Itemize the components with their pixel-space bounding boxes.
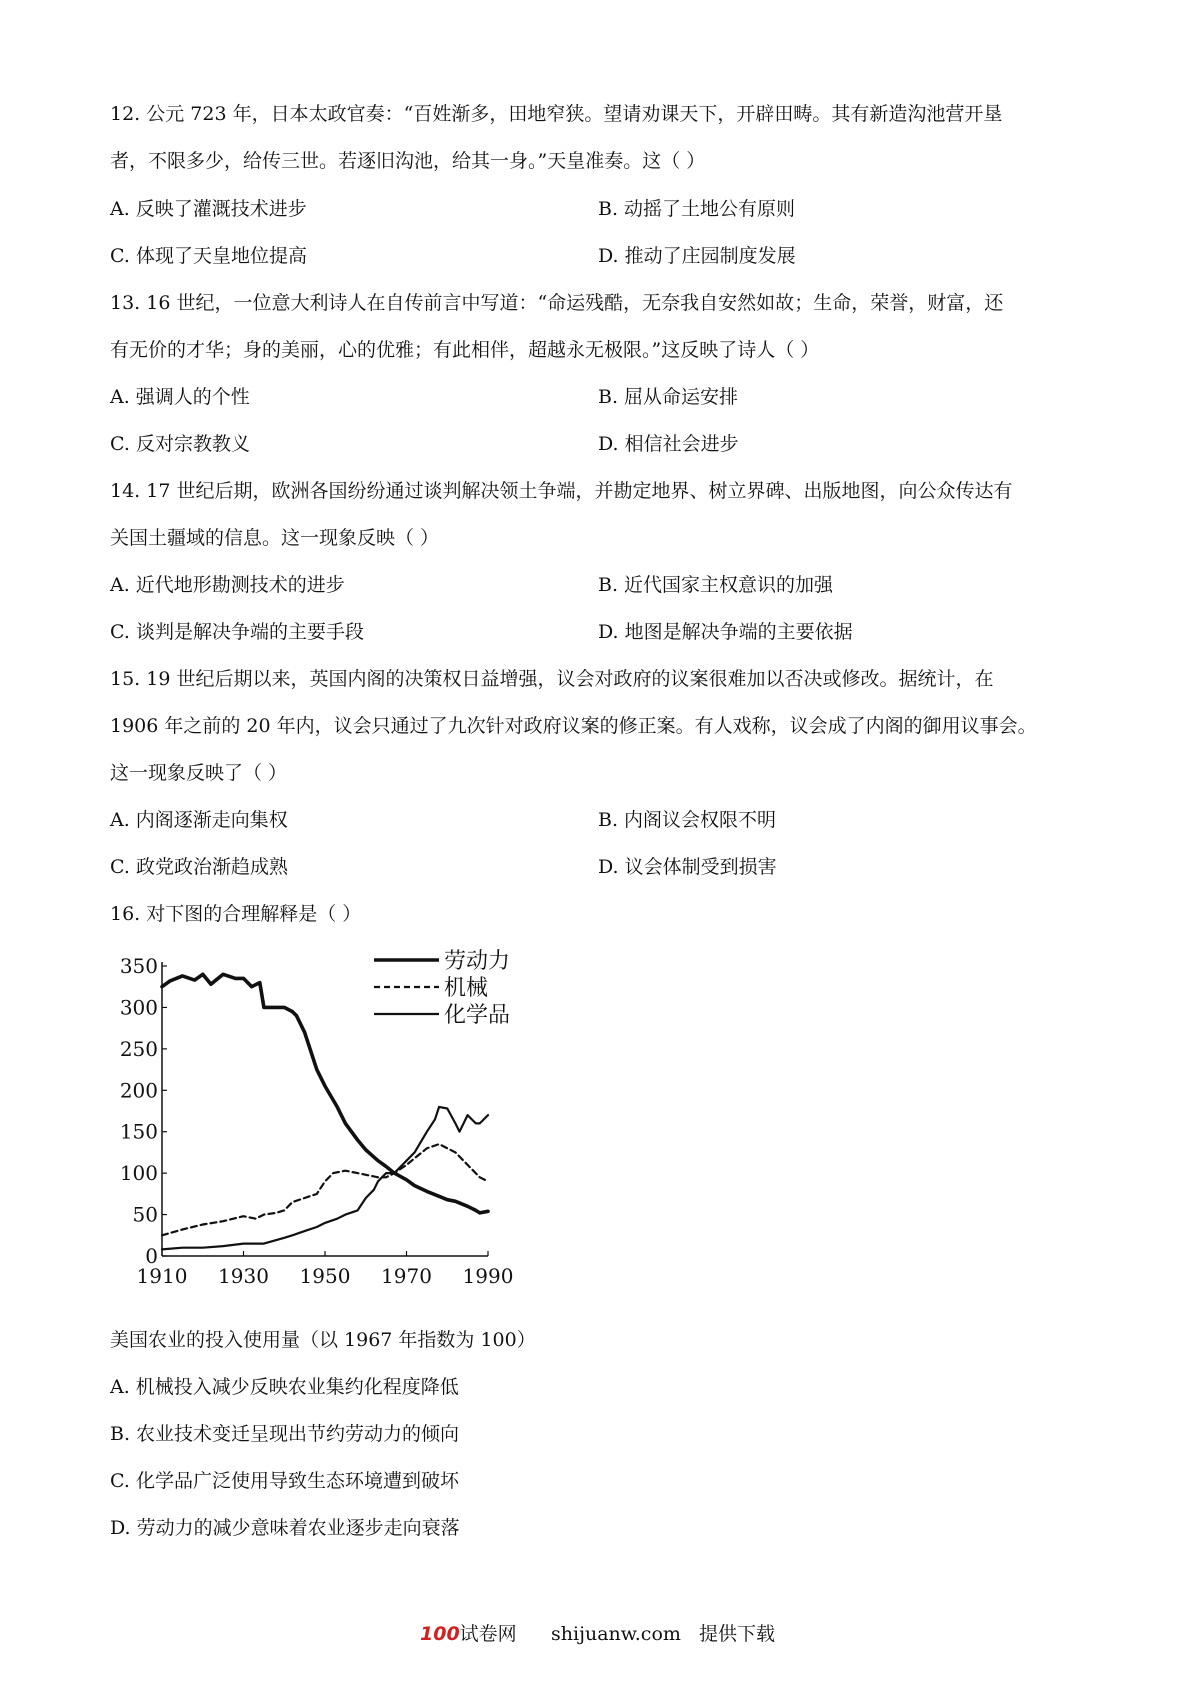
footer-note: 提供下载 bbox=[699, 1623, 776, 1645]
q12-option-c: C. 体现了天皇地位提高 bbox=[110, 245, 307, 267]
q13-stem-line1: 13. 16 世纪，一位意大利诗人在自传前言中写道：“命运残酷，无奈我自安然如故；生命，荣誉，财富，还 bbox=[110, 292, 1004, 314]
x-tick-label: 1970 bbox=[381, 1264, 432, 1288]
agri-input-chart bbox=[119, 948, 528, 1298]
q16-option-a: A. 机械投入减少反映农业集约化程度降低 bbox=[110, 1376, 459, 1398]
chart-legend bbox=[374, 949, 510, 1028]
q15-option-c: C. 政党政治渐趋成熟 bbox=[110, 856, 288, 878]
q13-option-b: B. 屈从命运安排 bbox=[598, 386, 739, 408]
q14-option-d: D. 地图是解决争端的主要依据 bbox=[598, 621, 853, 643]
q13-option-d: D. 相信社会进步 bbox=[598, 433, 739, 455]
legend-label-1: 劳动力 bbox=[444, 949, 511, 974]
x-tick-label: 1990 bbox=[462, 1264, 514, 1288]
q12-option-a: A. 反映了灌溉技术进步 bbox=[110, 198, 307, 220]
q16-option-c: C. 化学品广泛使用导致生态环境遭到破坏 bbox=[110, 1470, 459, 1492]
q12-option-d: D. 推动了庄园制度发展 bbox=[598, 245, 796, 267]
chart-series bbox=[162, 974, 488, 1249]
q14-stem-line1: 14. 17 世纪后期，欧洲各国纷纷通过谈判解决领土争端，并勘定地界、树立界碑、出版地图，向公众传达有 bbox=[110, 480, 1013, 502]
site-logo-mark: 100 bbox=[420, 1623, 460, 1645]
q16-option-b: B. 农业技术变迁呈现出节约劳动力的倾向 bbox=[110, 1423, 460, 1445]
series-line-3 bbox=[162, 1107, 488, 1250]
y-tick-label: 0 bbox=[145, 1244, 158, 1268]
y-tick-label: 100 bbox=[119, 1161, 158, 1186]
q15-stem-line1: 15. 19 世纪后期以来，英国内阁的决策权日益增强，议会对政府的议案很难加以否决或修改。据统计，在 bbox=[110, 668, 994, 690]
y-tick-label: 150 bbox=[119, 1119, 158, 1144]
chart-caption: 美国农业的投入使用量（以 1967 年指数为 100） bbox=[110, 1329, 536, 1351]
q15-option-a: A. 内阁逐渐走向集权 bbox=[110, 809, 288, 831]
q13-stem-line2: 有无价的才华；身的美丽，心的优雅；有此相伴，超越永无极限。”这反映了诗人（ ） bbox=[110, 339, 820, 361]
y-tick-label: 50 bbox=[132, 1202, 158, 1227]
site-name: 试卷网 bbox=[459, 1623, 517, 1645]
q12-stem-line2: 者，不限多少，给传三世。若逐旧沟池，给其一身。”天皇准奏。这（ ） bbox=[110, 150, 706, 172]
y-tick-label: 350 bbox=[119, 954, 158, 978]
q14-stem-line2: 关国土疆域的信息。这一现象反映（ ） bbox=[110, 527, 440, 549]
series-line-1 bbox=[162, 974, 488, 1213]
q16-stem: 16. 对下图的合理解释是（ ） bbox=[110, 903, 362, 925]
y-tick-label: 250 bbox=[119, 1036, 158, 1061]
q13-option-c: C. 反对宗教教义 bbox=[110, 433, 250, 455]
q15-stem-line2: 1906 年之前的 20 年内，议会只通过了九次针对政府议案的修正案。有人戏称，议会成了内阁的御用议事会。 bbox=[110, 715, 1037, 737]
q15-option-d: D. 议会体制受到损害 bbox=[598, 856, 777, 878]
q15-option-b: B. 内阁议会权限不明 bbox=[598, 809, 777, 831]
q14-option-a: A. 近代地形勘测技术的进步 bbox=[110, 574, 345, 596]
q13-option-a: A. 强调人的个性 bbox=[110, 386, 250, 408]
footer-logo bbox=[420, 1622, 517, 1646]
q14-option-c: C. 谈判是解决争端的主要手段 bbox=[110, 621, 364, 643]
q16-option-d: D. 劳动力的减少意味着农业逐步走向衰落 bbox=[110, 1517, 460, 1539]
legend-label-2: 机械 bbox=[444, 976, 489, 1001]
y-tick-label: 300 bbox=[119, 995, 158, 1020]
y-tick-label: 200 bbox=[119, 1078, 158, 1103]
q12-option-b: B. 动摇了土地公有原则 bbox=[598, 198, 796, 220]
q15-stem-line3: 这一现象反映了（ ） bbox=[110, 762, 288, 784]
x-tick-label: 1930 bbox=[218, 1264, 269, 1288]
x-tick-label: 1910 bbox=[136, 1264, 188, 1288]
x-tick-label: 1950 bbox=[299, 1264, 351, 1288]
footer-domain[interactable]: shijuanw.com bbox=[551, 1623, 681, 1645]
q12-stem-line1: 12. 公元 723 年，日本太政官奏：“百姓渐多，田地窄狭。望请劝课天下，开辟田畴。其有新造沟池营开垦 bbox=[110, 103, 1003, 125]
series-line-2 bbox=[162, 1144, 488, 1235]
q14-option-b: B. 近代国家主权意识的加强 bbox=[598, 574, 834, 596]
legend-label-3: 化学品 bbox=[444, 1003, 511, 1028]
